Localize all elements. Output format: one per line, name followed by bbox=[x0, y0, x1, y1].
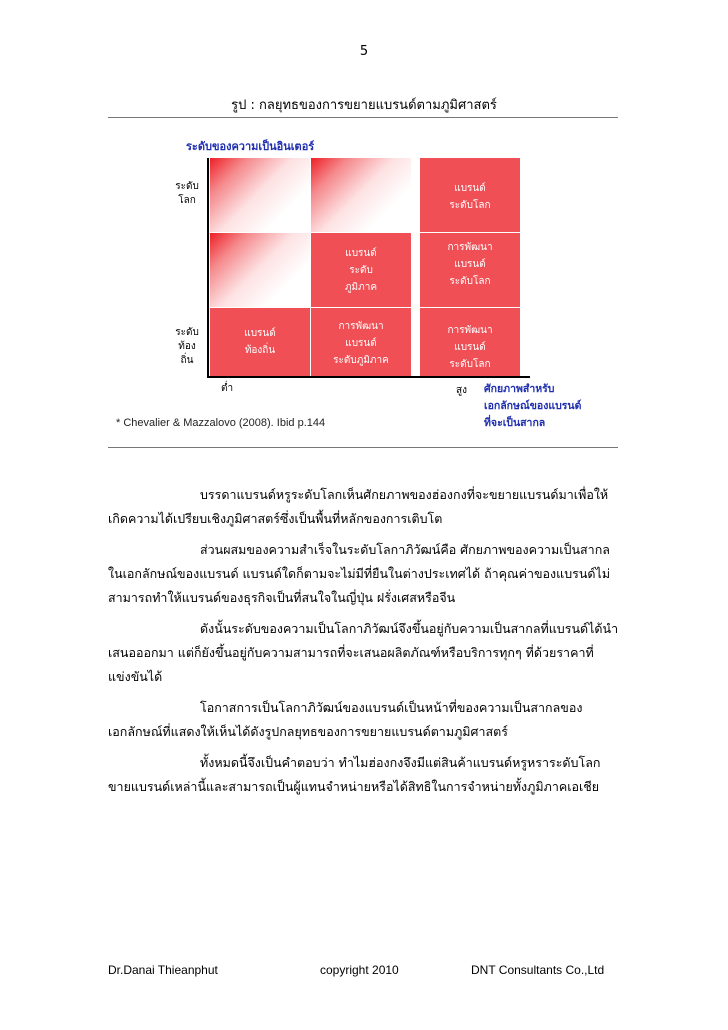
cell-text: แบรนด์ bbox=[454, 342, 486, 353]
x-label-low: ต่ำ bbox=[221, 383, 234, 394]
paragraph: ส่วนผสมของความสำเร็จในระดับโลกาภิวัฒน์คือ ศักยภาพของความเป็นสากลในเอกลักษณ์ของแบรนด์ แบรนด์ใดก็ตามจะไม่มีที่ยืนในต่างประเทศได้ ถ้าคุณค่าของแบรนด์ไม่สามารถทำให้แบรนด์ของธุรกิจเป็นที่สนใจในญี่ปุ่น ฝรั่งเศสหรือจีน bbox=[108, 542, 611, 605]
cell-text: ระดับภูมิภาค bbox=[333, 355, 389, 366]
figure-source: * Chevalier & Mazzalovo (2008). Ibid p.144 bbox=[116, 417, 326, 429]
body-text bbox=[108, 483, 620, 799]
cell-text: แบรนด์ bbox=[454, 183, 486, 194]
figure-top-rule bbox=[108, 117, 618, 118]
y-label-low-line: ท้อง bbox=[178, 341, 196, 352]
cell-bot-left bbox=[210, 308, 310, 376]
paragraph: ดังนั้นระดับของความเป็นโลกาภิวัฒน์จึงขึ้นอยู่กับความเป็นสากลที่แบรนด์ได้นำเสนอออกมา แต่ก็ยังขึ้นอยู่กับความสามารถที่จะเสนอผลิตภัณฑ์หรือบริการทุกๆ ที่ด้วยราคาที่แข่งขันได้ bbox=[108, 621, 619, 684]
cell-mid-left bbox=[210, 233, 310, 307]
y-label-high-line: โลก bbox=[178, 195, 196, 206]
cell-mid-right bbox=[420, 233, 520, 307]
x-label-high: สูง bbox=[456, 385, 467, 396]
paragraph: โอกาสการเป็นโลกาภิวัฒน์ของแบรนด์เป็นหน้าที่ของความเป็นสากลของเอกลักษณ์ที่แสดงให้เห็นได้ดังรูปกลยุทธของการขยายแบรนด์ตามภูมิศาสตร์ bbox=[108, 700, 583, 739]
figure-bottom-rule bbox=[108, 447, 618, 448]
footer-author: Dr.Danai Thieanphut bbox=[108, 963, 218, 977]
y-axis-line bbox=[207, 158, 209, 377]
footer-company: DNT Consultants Co.,Ltd bbox=[471, 963, 605, 977]
y-label-high-line: ระดับ bbox=[175, 181, 199, 192]
cell-text: ระดับโลก bbox=[449, 359, 491, 370]
footer-copyright: copyright 2010 bbox=[320, 963, 399, 977]
paragraph: บรรดาแบรนด์หรูระดับโลกเห็นศักยภาพของฮ่องกงที่จะขยายแบรนด์มาเพื่อให้ bbox=[200, 487, 609, 502]
cell-bot-right bbox=[420, 308, 520, 376]
figure-title: รูป : กลยุทธของการขยายแบรนด์ตามภูมิศาสตร์ bbox=[231, 98, 497, 113]
cell-top-left bbox=[210, 158, 310, 232]
x-axis-title-line: เอกลักษณ์ของแบรนด์ bbox=[484, 400, 582, 412]
cell-text: ระดับ bbox=[349, 265, 373, 276]
cell-text: แบรนด์ bbox=[244, 328, 276, 339]
cell-top-right bbox=[420, 158, 520, 232]
cell-text: การพัฒนา bbox=[447, 242, 493, 253]
paragraph: ทั้งหมดนี้จึงเป็นคำตอบว่า ทำไมฮ่องกงจึงมีแต่สินค้าแบรนด์หรูหราระดับโลกขายแบรนด์เหล่านี้และสามารถเป็นผู้แทนจำหน่ายหรือได้สิทธิในการจำหน่ายทั้งภูมิภาคเอเชีย bbox=[108, 755, 601, 794]
cell-text: แบรนด์ bbox=[345, 248, 377, 259]
paragraph-continuation: เกิดความได้เปรียบเชิงภูมิศาสตร์ซึ่งเป็นพื้นที่หลักของการเติบโต bbox=[108, 511, 443, 526]
y-label-high bbox=[167, 180, 207, 208]
cell-text: การพัฒนา bbox=[447, 325, 493, 336]
cell-text: ภูมิภาค bbox=[344, 282, 378, 293]
y-label-low-line: ระดับ bbox=[175, 327, 199, 338]
x-axis-title-line: ศักยภาพสำหรับ bbox=[484, 383, 555, 395]
cell-text: ท้องถิ่น bbox=[244, 345, 276, 356]
cell-text: การพัฒนา bbox=[338, 321, 384, 332]
cell-text: ระดับโลก bbox=[449, 200, 491, 211]
cell-text: แบรนด์ bbox=[454, 259, 486, 270]
x-axis-title-line: ที่จะเป็นสากล bbox=[484, 417, 546, 429]
y-label-low bbox=[167, 326, 207, 368]
x-axis-title bbox=[484, 381, 581, 432]
cell-text: ระดับโลก bbox=[449, 276, 491, 287]
cell-mid-center bbox=[311, 233, 411, 307]
y-axis-title: ระดับของความเป็นอินเตอร์ bbox=[186, 140, 315, 153]
page-number: 5 bbox=[359, 44, 369, 59]
x-axis-line bbox=[207, 376, 530, 378]
cell-top-center bbox=[311, 158, 411, 232]
cell-text: แบรนด์ bbox=[345, 338, 377, 349]
y-label-low-line: ถิ่น bbox=[180, 355, 194, 366]
cell-bot-center bbox=[311, 308, 411, 376]
